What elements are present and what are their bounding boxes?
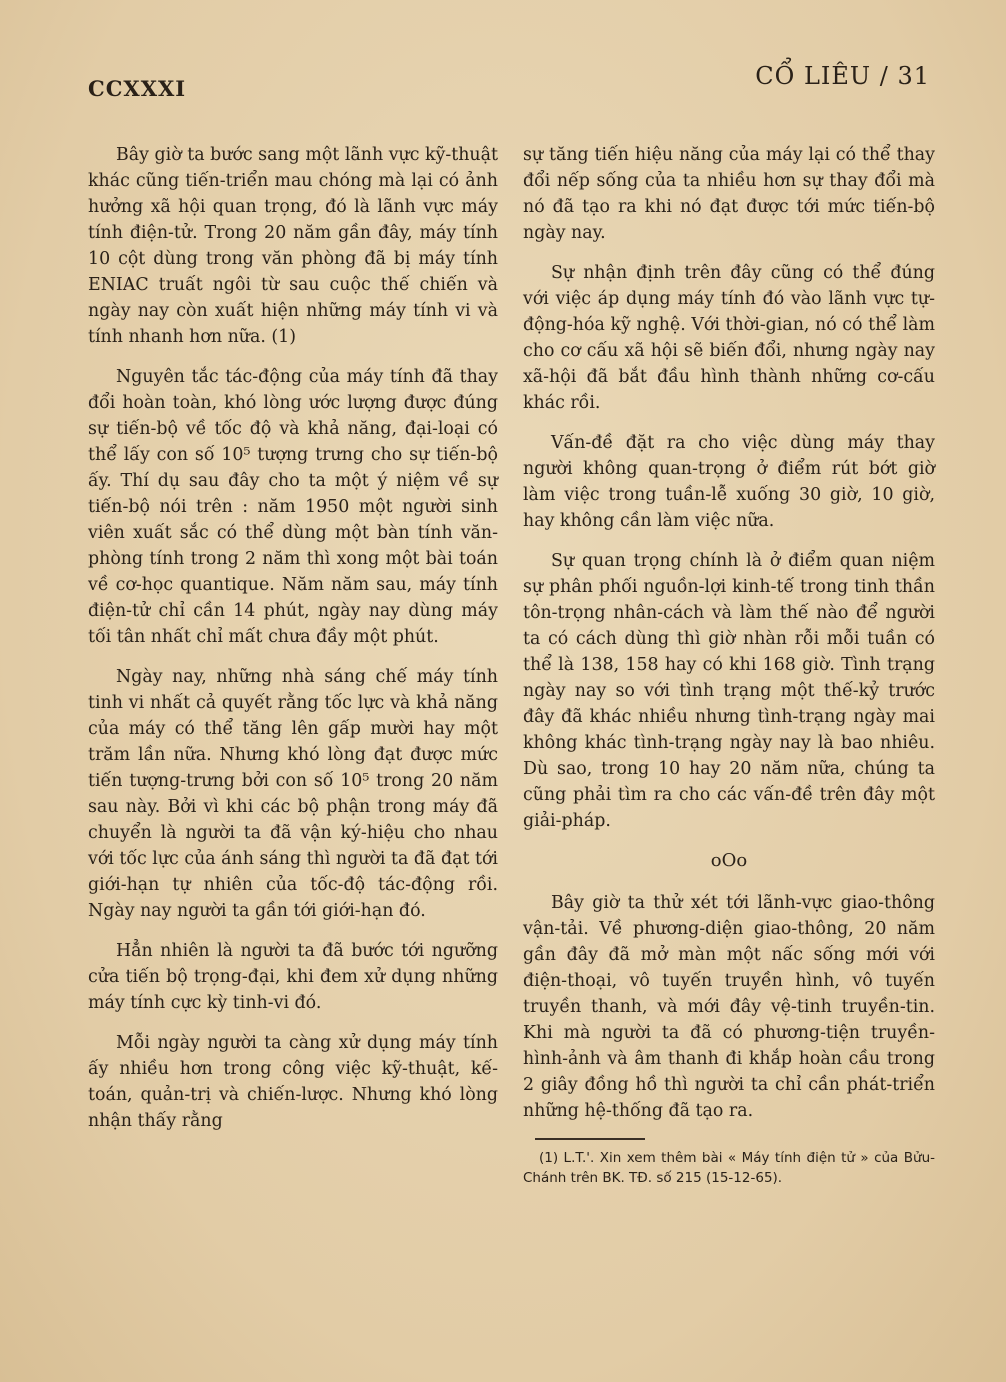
paragraph: Bây giờ ta bước sang một lãnh vực kỹ-thuật khác cũng tiến-triển mau chóng mà lại có ảnh hưởng xã hội quan trọng, đó là lãnh vực máy tính điện-tử. Trong 20 năm gần đây, máy tính 10 cột dùng trong văn phòng đã bị máy tính ENIAC truất ngôi từ sau cuộc thế chiến và ngày nay còn xuất hiện những máy tính vi và tính nhanh hơn nữa. (1) [88,145,498,347]
paragraph: Nguyên tắc tác-động của máy tính đã thay đổi hoàn toàn, khó lòng ước lượng được đúng sự tiến-bộ về tốc độ và khả năng, đại-loại có thể lấy con số 10⁵ tượng trưng cho sự tiến-bộ ấy. Thí dụ sau đây cho ta một ý niệm về sự tiến-bộ nói trên : năm 1950 một người sinh viên xuất sắc có thể dùng một bàn tính văn-phòng tính trong 2 năm thì xong một bài toán về cơ-học quantique. Năm năm sau, máy tính điện-tử chỉ cần 14 phút, ngày nay dùng máy tối tân nhất chỉ mất chưa đầy một phút. [88,367,498,647]
paragraph: Sự quan trọng chính là ở điểm quan niệm sự phân phối nguồn-lợi kinh-tế trong tinh thần tôn-trọng nhân-cách và làm thế nào để người ta có cách dùng thì giờ nhàn rỗi mỗi tuần có thể là 138, 158 hay có khi 168 giờ. Tình trạng ngày nay so với tình trạng một thế-kỷ trước đây đã khác nhiều nhưng tình-trạng ngày mai không khác tình-trạng ngày nay là bao nhiêu. Dù sao, trong 10 hay 20 năm nữa, chúng ta cũng phải tìm ra cho các vấn-đề trên đây một giải-pháp. [523,551,935,831]
paragraph: Hẳn nhiên là người ta đã bước tới ngưỡng cửa tiến bộ trọng-đại, khi đem xử dụng những máy tính cực kỳ tinh-vi đó. [88,941,498,1013]
page-header-right: CỔ LIÊU / 31 [755,62,930,90]
paragraph-continuation: sự tăng tiến hiệu năng của máy lại có thể thay đổi nếp sống của ta nhiều hơn sự thay đổi mà nó đã tạo ra khi nó đạt được tới mức tiến-bộ ngày nay. [523,145,935,243]
left-column [88,142,498,1148]
footnote-divider [535,1138,645,1140]
page-header-left: CCXXXI [88,76,187,101]
section-separator: oOo [710,850,748,871]
paragraph: Vấn-đề đặt ra cho việc dùng máy thay người không quan-trọng ở điểm rút bớt giờ làm việc trong tuần-lễ xuống 30 giờ, 10 giờ, hay không cần làm việc nữa. [523,433,935,531]
paragraph: Mỗi ngày người ta càng xử dụng máy tính ấy nhiều hơn trong công việc kỹ-thuật, kế-toán, quản-trị và chiến-lược. Nhưng khó lòng nhận thấy rằng [88,1033,498,1131]
footnote: (1) L.T.'. Xin xem thêm bài « Máy tính điện tử » của Bửu-Chánh trên BK. TĐ. số 215 (15-12-65). [523,1150,935,1186]
paragraph: Bây giờ ta thử xét tới lãnh-vực giao-thông vận-tải. Về phương-diện giao-thông, 20 năm gần đây đã mở màn một nấc sống mới với điện-thoại, vô tuyến truyền hình, vô tuyến truyền thanh, và mới đây vệ-tinh truyền-tin. Khi mà người ta đã có phương-tiện truyền-hình-ảnh và âm thanh đi khắp hoàn cầu trong 2 giây đồng hồ thì người ta chỉ cần phát-triển những hệ-thống đã tạo ra. [523,893,935,1121]
right-column [523,142,935,1188]
paragraph: Sự nhận định trên đây cũng có thể đúng với việc áp dụng máy tính đó vào lãnh vực tự-động-hóa kỹ nghệ. Với thời-gian, nó có thể làm cho cơ cấu xã hội sẽ biến đổi, nhưng ngày nay xã-hội đã bắt đầu hình thành những cơ-cấu khác rồi. [523,263,935,413]
paragraph: Ngày nay, những nhà sáng chế máy tính tinh vi nhất cả quyết rằng tốc lực và khả năng của máy có thể tăng lên gấp mười hay một trăm lần nữa. Nhưng khó lòng đạt được mức tiến tượng-trưng bởi con số 10⁵ trong 20 năm sau này. Bởi vì khi các bộ phận trong máy đã chuyển là người ta đã vận ký-hiệu cho nhau với tốc lực của ánh sáng thì người ta đã đạt tới giới-hạn tự nhiên của tốc-độ tác-động rồi. Ngày nay người ta gần tới giới-hạn đó. [88,667,498,921]
